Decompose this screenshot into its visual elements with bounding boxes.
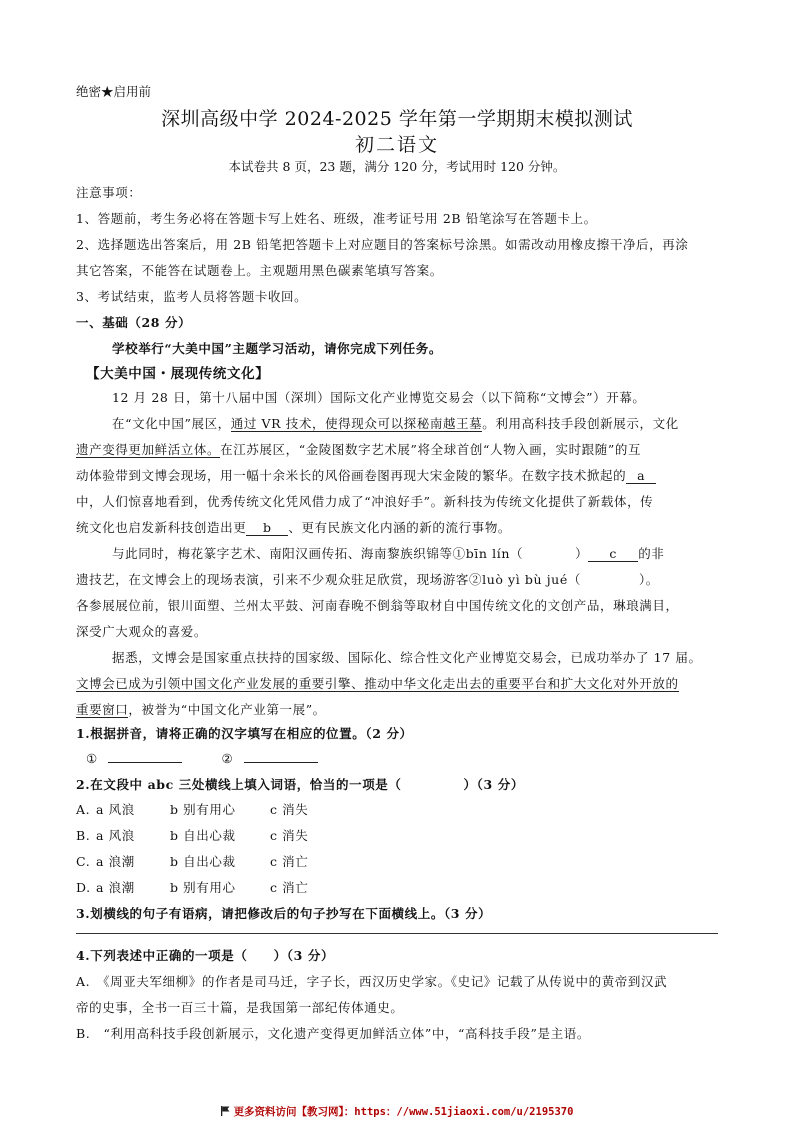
question-4-option-a-cont: 帝的史事，全书一百三十篇，是我国第一部纪传体通史。 [76,1000,404,1015]
question-3-stem: 3.划横线的句子有语病，请把修改后的句子抄写在下面横线上。（3 分） [76,906,492,921]
notes-item-2-cont: 其它答案，不能答在试题卷上。主观题用黑色碳素笔填写答案。 [76,263,443,278]
passage-p3-line1: 与此同时，梅花篆字艺术、南阳汉画传拓、海南黎族织锦等①bīn lín（ ） c 的非 [112,546,665,561]
subject-title: 初二语文 [354,134,439,156]
passage-p2-line4: 中，人们惊喜地看到，优秀传统文化凭风借力成了“冲浪好手”。新科技为传统文化提供了新载体，传 [76,494,654,509]
passage-p4-line3: 重要窗口，被誉为“中国文化产业第一展”。 [76,702,326,717]
notes-heading: 注意事项： [76,185,142,200]
passage-p3-line3: 各参展展位前，银川面塑、兰州太平鼓、河南春晚不倒翁等取材自中国传统文化的文创产品，琳琅满目， [76,598,679,613]
notes-item-2: 2、选择题选出答案后，用 2B 铅笔把答题卡上对应题目的答案标号涂黑。如需改动用橡皮擦干净后，再涂 [76,237,689,252]
question-2-option-c[interactable]: C. a 浪潮 b 自出心裁 c 消亡 [76,854,309,869]
question-2-stem: 2.在文段中 abc 三处横线上填入词语，恰当的一项是（ ）（3 分） [76,777,524,792]
secret-label: 绝密★启用前 [76,84,152,99]
passage-p2-line3: 动体验带到文博会现场，用一幅十余米长的风俗画卷图再现大宋金陵的繁华。在数字技术掀起的 a [76,466,656,484]
question-1-stem: 1.根据拼音，请将正确的汉字填写在相应的位置。（2 分） [76,726,413,741]
passage-p1: 12 月 28 日，第十八届中国（深圳）国际文化产业博览交易会（以下简称“文博会”）开幕。 [112,390,646,405]
section-heading: 一、基础（28 分） [76,315,192,330]
question-4-option-a[interactable]: A. 《周亚夫军细柳》的作者是司马迁，字子长，西汉历史学家。《史记》记载了从传说中的黄帝到汉武 [76,974,668,989]
answer-blank-1[interactable] [108,762,182,763]
passage-p2-line5: 统文化也启发新科技创造出更 b 、更有民族文化内涵的新的流行事物。 [76,520,512,535]
question-2-option-b[interactable]: B. a 风浪 b 自出心裁 c 消失 [76,828,309,843]
block-title: 【大美中国・展现传统文化】 [86,366,270,382]
passage-p2-line2: 遗产变得更加鲜活立体。在江苏展区，“金陵图数字艺术展”将全球首创“人物入画，实时跟随”的互 [76,442,642,457]
exam-title: 深圳高级中学 2024-2025 学年第一学期期末模拟测试 [161,108,633,130]
answer-mark-2: ② [221,751,234,766]
underlined-sentence: 通过 VR 技术，使得现众可以探秘南越王墓 [230,416,483,431]
question-2-option-a[interactable]: A. a 风浪 b 别有用心 c 消失 [76,802,309,817]
question-4-stem: 4.下列表述中正确的一项是（ ）（3 分） [76,948,335,963]
passage-p3-line2: 遗技艺，在文博会上的现场表演，引来不少观众驻足欣赏，现场游客②luò yì bù jué（ ）。 [76,572,659,587]
flag-icon [221,1106,230,1115]
question-4-option-b[interactable]: B. “利用高科技手段创新展示，文化遗产变得更加鲜活立体”中，“高科技手段”是主语。 [76,1026,590,1041]
exam-subtitle: 本试卷共 8 页，23 题，满分 120 分，考试用时 120 分钟。 [228,159,566,174]
passage-p2-line1: 在“文化中国”展区，通过 VR 技术，使得现众可以探秘南越王墓。利用高科技手段创新展示，文化 [112,416,679,431]
blank-c: c [588,546,638,562]
passage-p4-line1: 据悉，文博会是国家重点扶持的国家级、国际化、综合性文化产业博览交易会，已成功举办了 17 届。 [112,650,702,665]
underlined-sentence-2: 文博会已成为引领中国文化产业发展的重要引擎、推动中华文化走出去的重要平台和扩大文化对外开放的 [76,676,679,691]
underlined-sentence-cont: 遗产变得更加鲜活立体。 [76,442,221,457]
answer-mark-1: ① [86,751,98,766]
answer-blank-2[interactable] [244,762,318,763]
blank-a: a [626,468,656,484]
passage-p3-line4: 深受广大观众的喜爱。 [76,624,208,639]
notes-item-3: 3、考试结束，监考人员将答题卡收回。 [76,289,308,304]
notes-item-1: 1、答题前，考生务必将在答题卡写上姓名、班级，准考证号用 2B 铅笔涂写在答题卡上。 [76,211,597,226]
blank-b: b [246,520,288,536]
question-2-option-d[interactable]: D. a 浪潮 b 别有用心 c 消亡 [76,880,309,895]
footer-link[interactable]: 更多资料访问【教习网】：https：//www.51jiaoxi.com/u/2195370 [0,1104,794,1119]
passage-p4-line2 [76,674,679,692]
answer-line[interactable] [76,933,718,934]
section-intro: 学校举行“大美中国”主题学习活动，请你完成下列任务。 [112,341,442,356]
question-1-answers [86,751,318,766]
